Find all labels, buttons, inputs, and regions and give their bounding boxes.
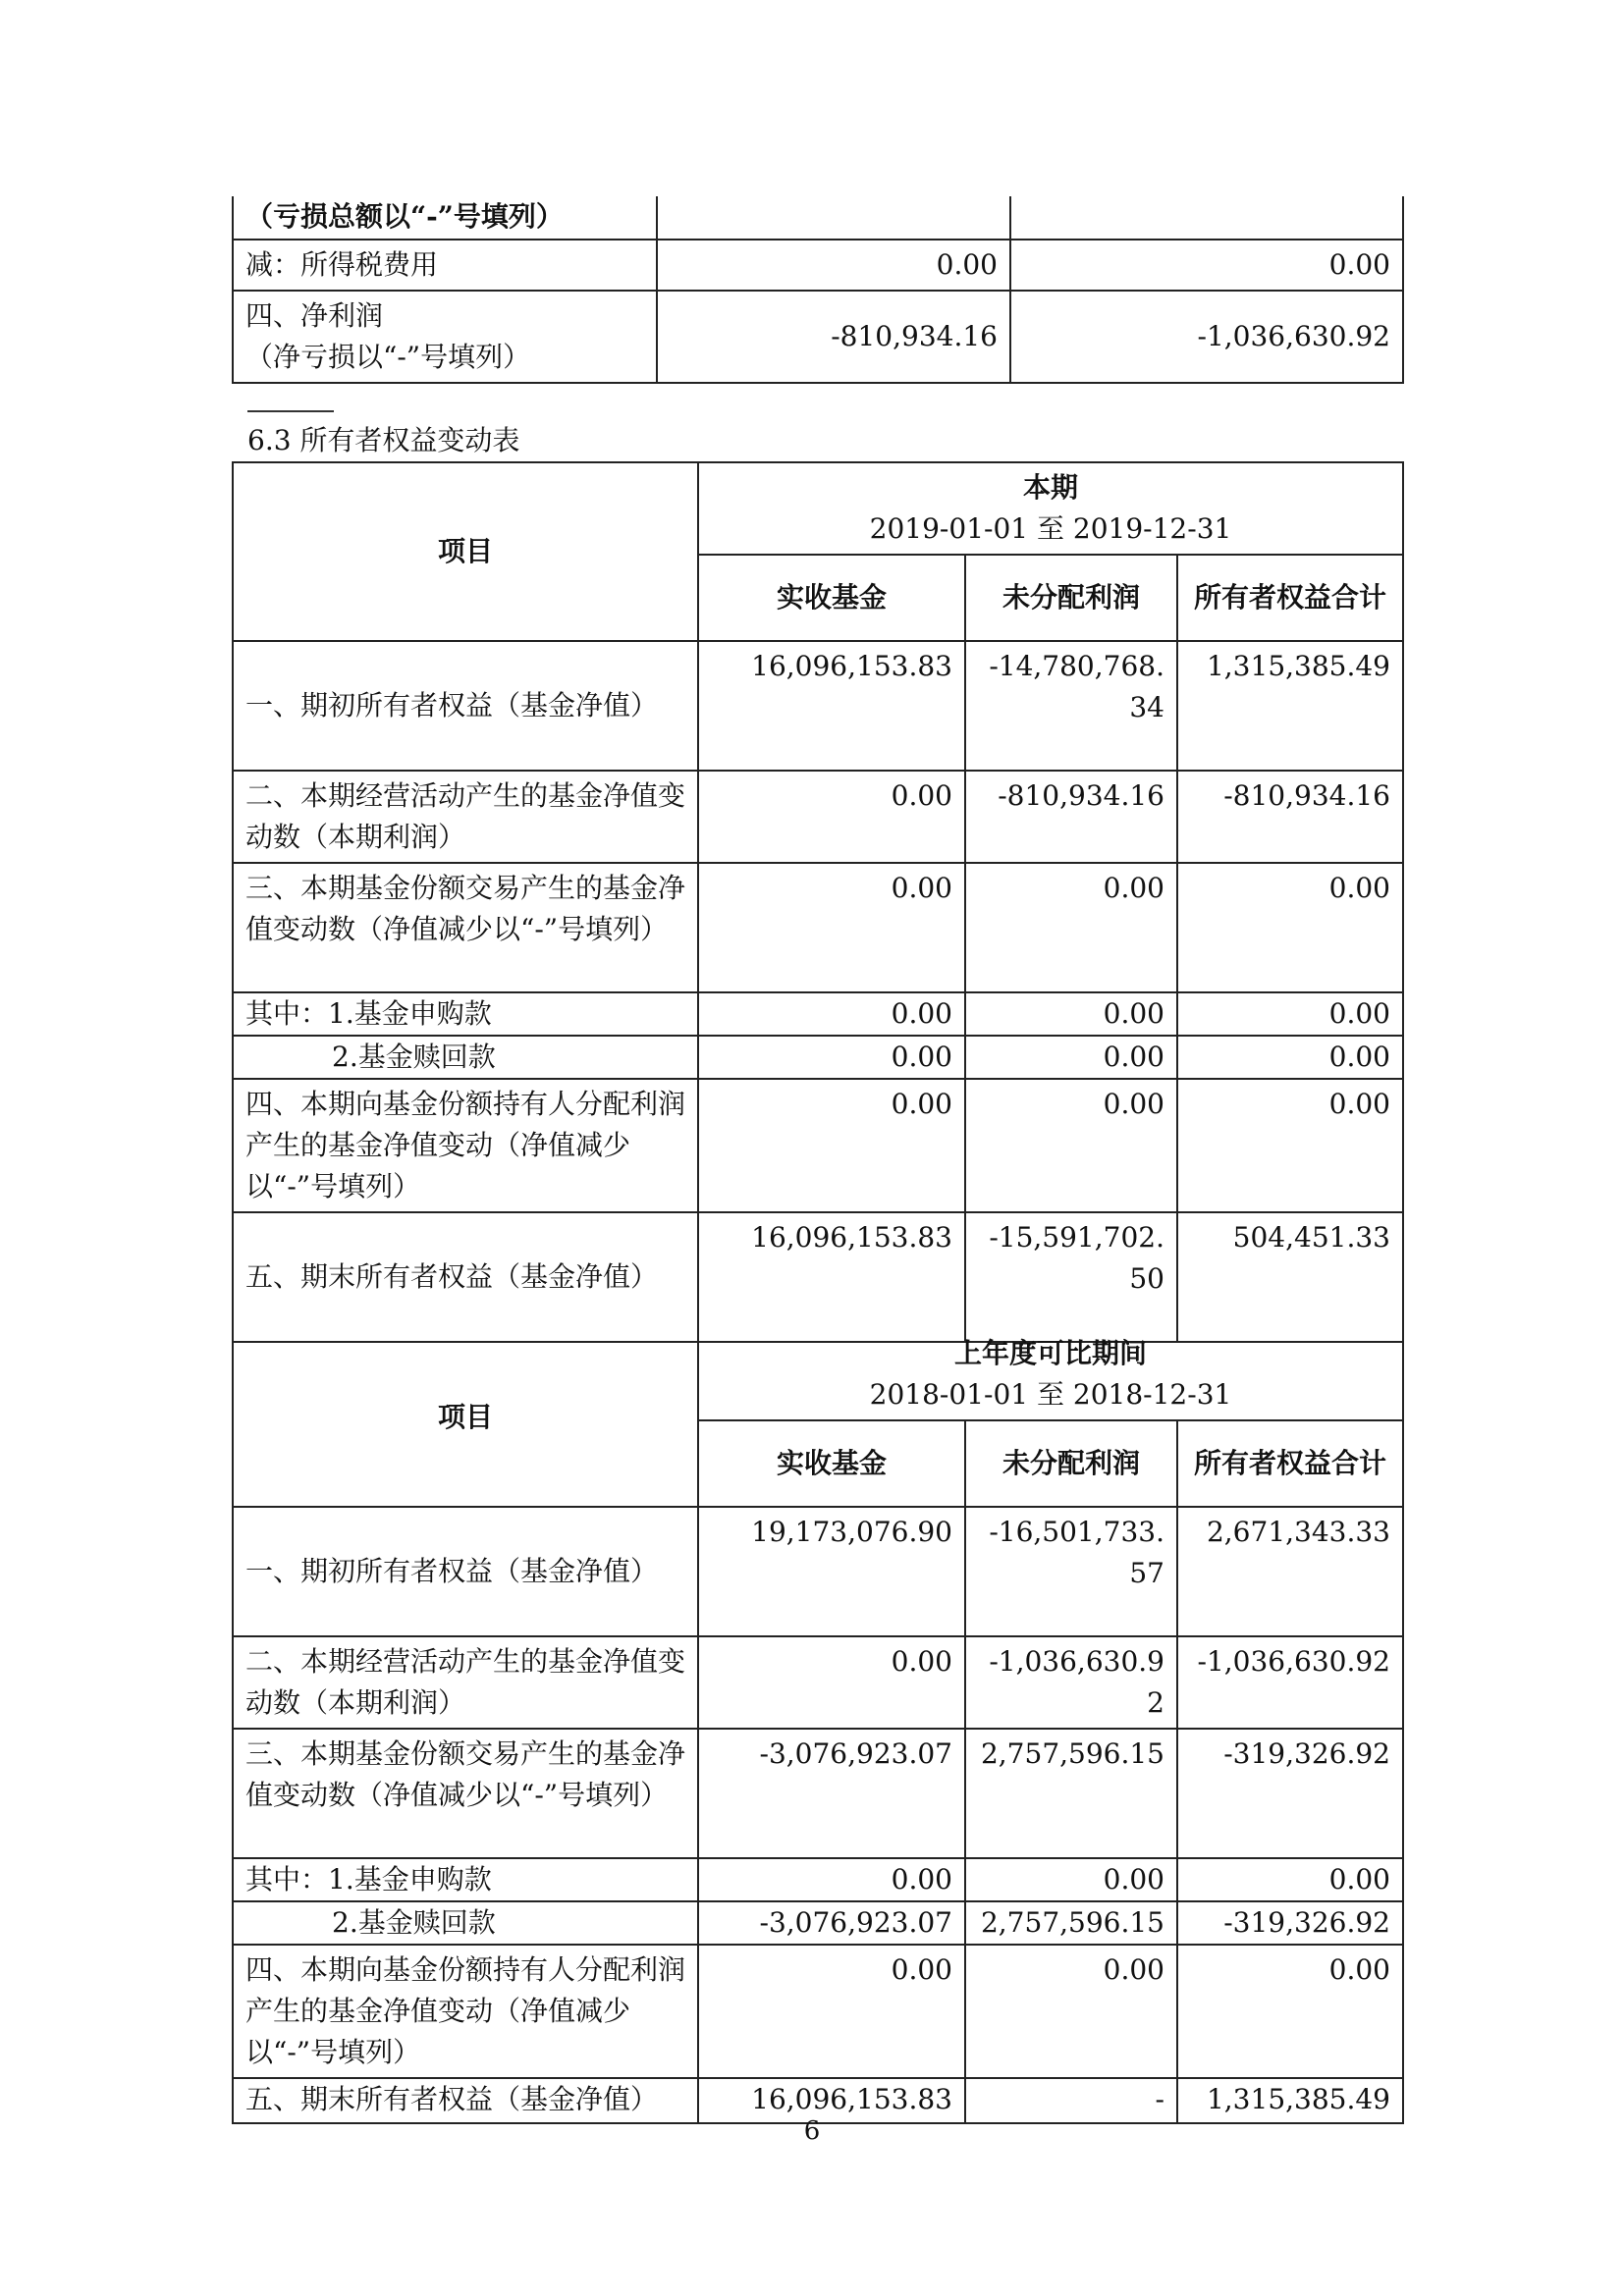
row-label: 其中：1.基金申购款 — [233, 1858, 698, 1901]
row-label: 四、净利润 （净亏损以“-”号填列） — [233, 291, 657, 383]
row-value — [1010, 196, 1403, 240]
row-label: 五、期末所有者权益（基金净值） — [233, 1212, 698, 1342]
row-label: 三、本期基金份额交易产生的基金净值变动数（净值减少以“-”号填列） — [233, 1729, 698, 1858]
col-header: 实收基金 — [698, 555, 965, 641]
cell-value: 0.00 — [698, 771, 965, 863]
period-header — [698, 1329, 1403, 1420]
cell-value: -319,326.92 — [1177, 1729, 1403, 1858]
cell-value: 0.00 — [698, 1858, 965, 1901]
period-range: 2019-01-01 至 2019-12-31 — [869, 512, 1232, 545]
cell-value: 2,671,343.33 — [1177, 1507, 1403, 1636]
row-value: -810,934.16 — [657, 291, 1010, 383]
cell-value: 0.00 — [698, 1945, 965, 2078]
cell-value: 2,757,596.15 — [965, 1729, 1177, 1858]
cell-value: 1,315,385.49 — [1177, 2078, 1403, 2123]
row-label: 四、本期向基金份额持有人分配利润产生的基金净值变动（净值减少以“-”号填列） — [233, 1945, 698, 2078]
cell-value: 0.00 — [698, 992, 965, 1036]
cell-value: -14,780,768.34 — [965, 641, 1177, 771]
item-header: 项目 — [233, 1329, 698, 1507]
cell-value: -1,036,630.92 — [1177, 1636, 1403, 1729]
row-label: 五、期末所有者权益（基金净值） — [233, 2078, 698, 2123]
cell-value: 0.00 — [1177, 1079, 1403, 1212]
cell-value: 0.00 — [965, 1079, 1177, 1212]
table-row — [233, 1507, 1403, 1636]
cell-value: 504,451.33 — [1177, 1212, 1403, 1342]
table-row — [233, 1945, 1403, 2078]
col-header: 所有者权益合计 — [1177, 555, 1403, 641]
cell-value: - — [965, 2078, 1177, 2123]
cell-value: 16,096,153.83 — [698, 2078, 965, 2123]
cell-value: -15,591,702.50 — [965, 1212, 1177, 1342]
cell-value: 0.00 — [1177, 1858, 1403, 1901]
table-row — [233, 291, 1403, 383]
cell-value: 0.00 — [965, 1858, 1177, 1901]
table-row — [233, 1729, 1403, 1858]
cell-value: 0.00 — [965, 992, 1177, 1036]
col-header: 未分配利润 — [965, 555, 1177, 641]
row-value: 0.00 — [657, 240, 1010, 291]
table-row — [233, 1212, 1403, 1342]
cell-value: -3,076,923.07 — [698, 1901, 965, 1945]
divider — [247, 410, 334, 412]
item-header: 项目 — [233, 462, 698, 641]
row-label: 2.基金赎回款 — [233, 1036, 698, 1079]
cell-value: 0.00 — [1177, 1036, 1403, 1079]
table-row — [233, 1636, 1403, 1729]
cell-value: 0.00 — [965, 1945, 1177, 2078]
table-row — [233, 1036, 1403, 1079]
table-row — [233, 771, 1403, 863]
table-row — [233, 641, 1403, 771]
cell-value: 1,315,385.49 — [1177, 641, 1403, 771]
cell-value: -810,934.16 — [1177, 771, 1403, 863]
row-label: 四、本期向基金份额持有人分配利润产生的基金净值变动（净值减少以“-”号填列） — [233, 1079, 698, 1212]
equity-change-table-current — [232, 461, 1404, 1343]
col-header: 未分配利润 — [965, 1420, 1177, 1507]
row-value: 0.00 — [1010, 240, 1403, 291]
table-row — [233, 1858, 1403, 1901]
table-row — [233, 992, 1403, 1036]
row-label: 2.基金赎回款 — [233, 1901, 698, 1945]
cell-value: 19,173,076.90 — [698, 1507, 965, 1636]
period-label: 本期 — [1022, 471, 1078, 504]
row-label: 其中：1.基金申购款 — [233, 992, 698, 1036]
row-value: -1,036,630.92 — [1010, 291, 1403, 383]
row-label: 二、本期经营活动产生的基金净值变动数（本期利润） — [233, 1636, 698, 1729]
row-label: 一、期初所有者权益（基金净值） — [233, 641, 698, 771]
cell-value: -319,326.92 — [1177, 1901, 1403, 1945]
section-title: 6.3 所有者权益变动表 — [247, 424, 520, 456]
page-number: 6 — [803, 2116, 821, 2146]
equity-change-table-prior — [232, 1329, 1404, 2124]
cell-value: 16,096,153.83 — [698, 641, 965, 771]
cell-value: 0.00 — [698, 1079, 965, 1212]
cell-value: -3,076,923.07 — [698, 1729, 965, 1858]
period-header — [698, 462, 1403, 555]
income-statement-tail-table — [232, 196, 1404, 384]
cell-value: 2,757,596.15 — [965, 1901, 1177, 1945]
cell-value: 16,096,153.83 — [698, 1212, 965, 1342]
table-row — [233, 196, 1403, 240]
row-label: 一、期初所有者权益（基金净值） — [233, 1507, 698, 1636]
cell-value: 0.00 — [698, 1636, 965, 1729]
table-row — [233, 1901, 1403, 1945]
col-header: 实收基金 — [698, 1420, 965, 1507]
cell-value: 0.00 — [965, 863, 1177, 992]
cell-value: 0.00 — [698, 1036, 965, 1079]
table-row — [233, 863, 1403, 992]
cell-value: -16,501,733.57 — [965, 1507, 1177, 1636]
row-value — [657, 196, 1010, 240]
col-header: 所有者权益合计 — [1177, 1420, 1403, 1507]
table-row — [233, 1079, 1403, 1212]
row-label: 减：所得税费用 — [233, 240, 657, 291]
cell-value: -810,934.16 — [965, 771, 1177, 863]
cell-value: 0.00 — [1177, 992, 1403, 1036]
cell-value: 0.00 — [965, 1036, 1177, 1079]
row-label: 三、本期基金份额交易产生的基金净值变动数（净值减少以“-”号填列） — [233, 863, 698, 992]
table-row — [233, 240, 1403, 291]
row-label: （亏损总额以“-”号填列） — [233, 196, 657, 240]
period-range: 2018-01-01 至 2018-12-31 — [869, 1378, 1232, 1411]
table-header-row — [233, 462, 1403, 555]
cell-value: 0.00 — [698, 863, 965, 992]
period-label: 上年度可比期间 — [953, 1337, 1147, 1369]
table-header-row — [233, 1329, 1403, 1420]
cell-value: -1,036,630.92 — [965, 1636, 1177, 1729]
cell-value: 0.00 — [1177, 863, 1403, 992]
cell-value: 0.00 — [1177, 1945, 1403, 2078]
row-label: 二、本期经营活动产生的基金净值变动数（本期利润） — [233, 771, 698, 863]
